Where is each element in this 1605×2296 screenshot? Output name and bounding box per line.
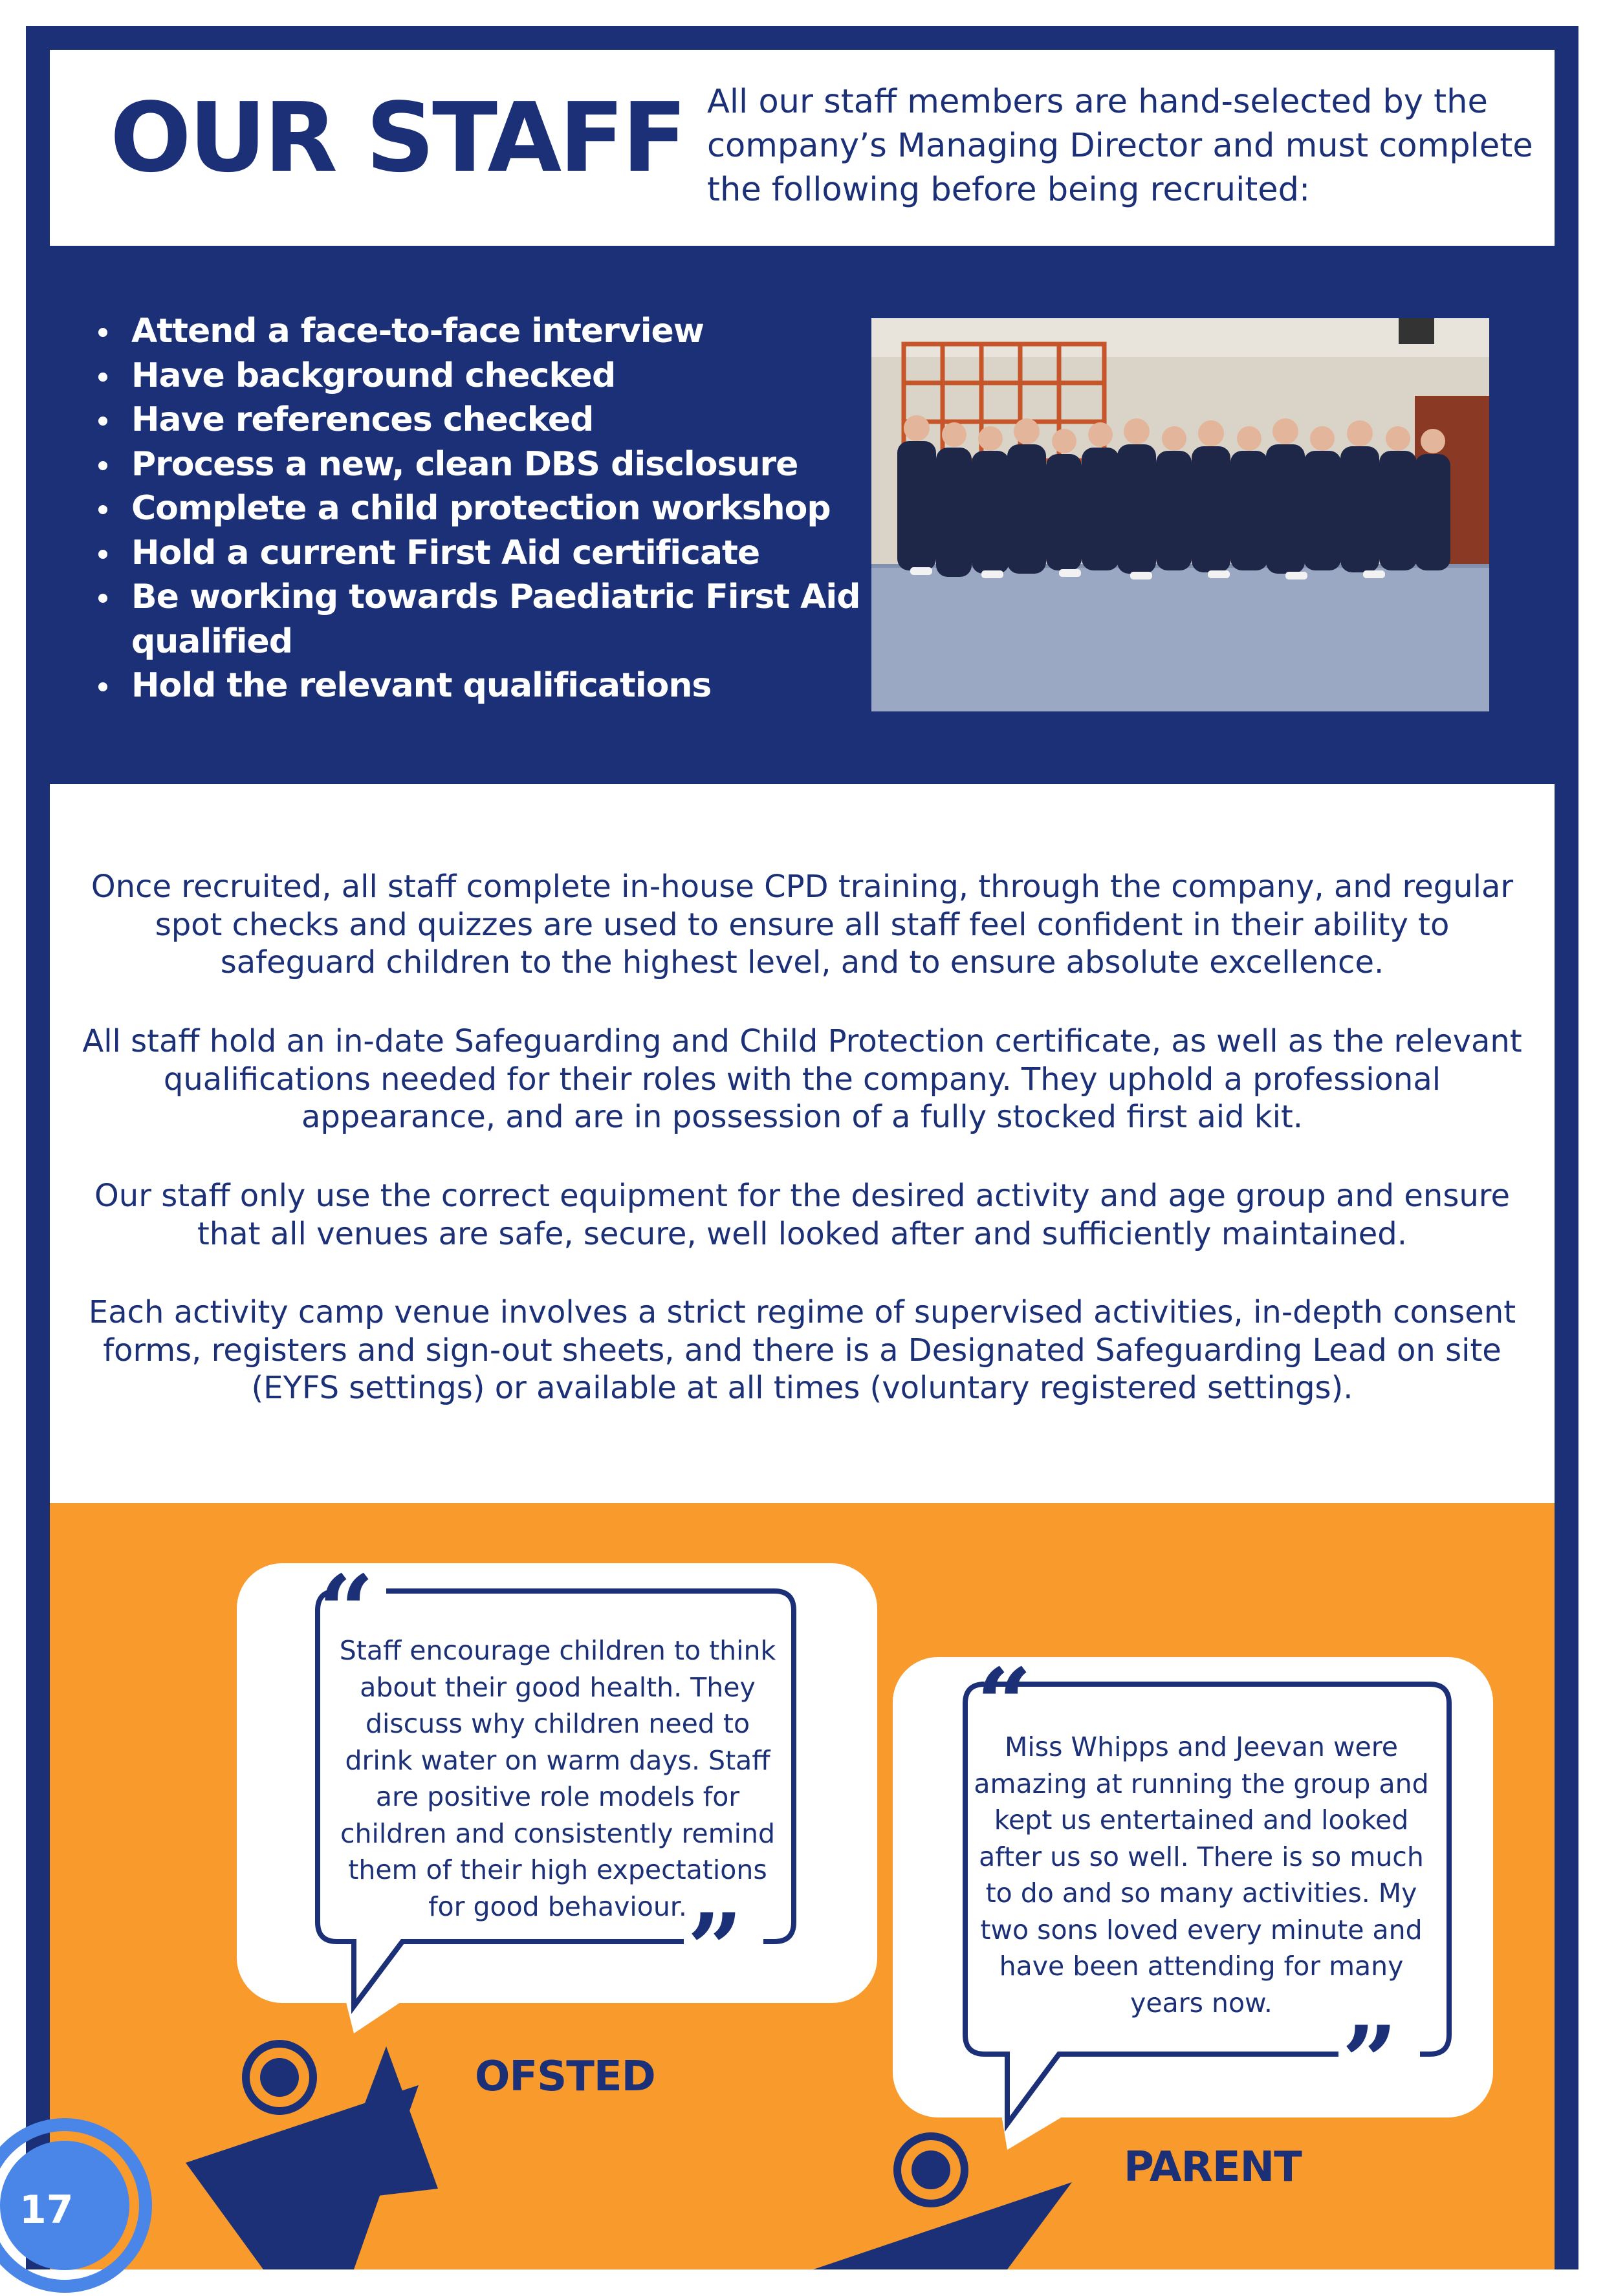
close-quote-icon: ” [1342,2005,1398,2119]
list-item: Be working towards Paediatric First Aid qualified [96,575,872,664]
ofsted-quote-text: Staff encourage children to think about their good health. They discuss why children need to drink water on warm days. Staff are positive role models for children and consistently remind them of their high expectations for good behaviour. [339,1635,776,1922]
list-item: Complete a child protection workshop [96,486,872,531]
body-paragraph: Once recruited, all staff complete in-house CPD training, through the company, and regular spot checks and quizzes are used to ensure all staff feel confident in their ability to safeguard children to the highest level, and to ensure absolute excellence. [91,869,1514,980]
list-item: Hold the relevant qualifications [96,664,872,708]
intro-text: All our staff members are hand-selected by the company’s Managing Director and must complete the following before being recruited: [707,83,1533,209]
list-item: Attend a face-to-face interview [96,309,872,354]
open-quote-icon: “ [318,1554,375,1668]
list-item: Hold a current First Aid certificate [96,531,872,576]
parent-source-label: PARENT [1124,2143,1302,2191]
list-item: Process a new, clean DBS disclosure [96,442,872,487]
list-item: Have background checked [96,354,872,398]
body-paragraph: All staff hold an in-date Safeguarding and Child Protection certificate, as well as the relevant qualifications needed for their roles with the company. They uphold a professional appearance, and are in possession of a fully stocked first aid kit. [82,1023,1522,1135]
testimonials-section [50,1503,1555,2269]
ofsted-source-label: OFSTED [475,2053,655,2101]
body-paragraph: Each activity camp venue involves a strict regime of supervised activities, in-depth consent forms, registers and sign-out sheets, and there is a Designated Safeguarding Lead on site (EYFS settings) or available at all times (voluntary registered settings). [88,1294,1516,1406]
close-quote-icon: ” [687,1892,743,2006]
body-paragraph: Our staff only use the correct equipment for the desired activity and age group and ensure that all venues are safe, secure, well looked after and sufficiently maintained. [94,1178,1510,1252]
staff-group-photo [871,318,1489,711]
parent-quote-text: Miss Whipps and Jeevan were amazing at running the group and kept us entertained and looked after us so well. There is so much to do and so many activities. My two sons loved every minute and have been attending for many years now. [974,1731,1429,2019]
page-number: 17 [19,2187,74,2233]
open-quote-icon: “ [976,1647,1032,1761]
list-item: Have references checked [96,398,872,442]
page-title: OUR STAFF [110,82,685,193]
requirements-list [96,309,872,708]
